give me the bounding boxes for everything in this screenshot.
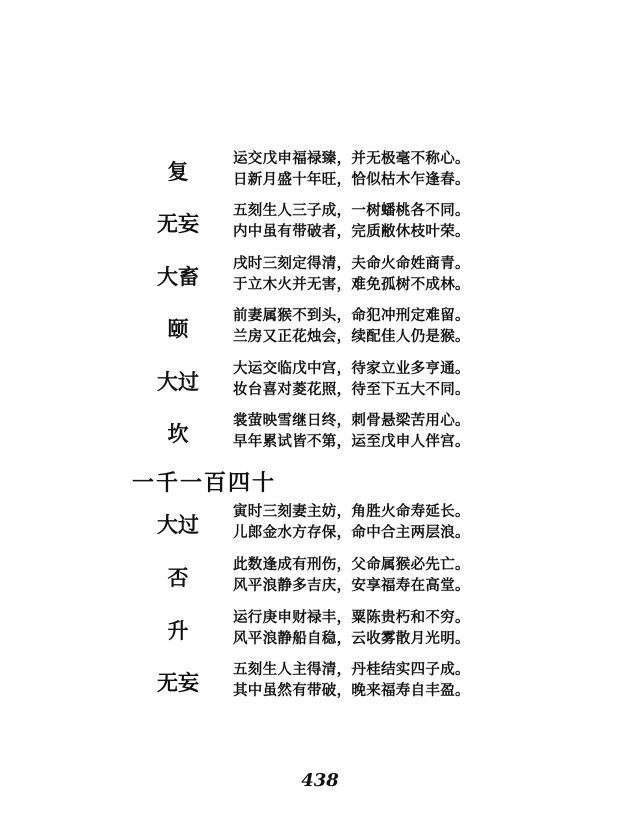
entry <box>0 145 640 199</box>
hexagram-name: 无妄 <box>157 212 199 236</box>
entry <box>0 551 640 605</box>
hexagram-name: 大过 <box>157 513 199 537</box>
entry <box>0 250 640 304</box>
hexagram-name: 坎 <box>167 422 189 446</box>
hexagram-name: 无妄 <box>157 671 199 695</box>
verse-line: 儿郎金水方存保，命中合主两层浪。 <box>233 525 470 541</box>
hexagram-name: 复 <box>167 160 189 184</box>
entry <box>0 604 640 658</box>
verse-line: 前妻属猴不到头，命犯冲刑定难留。 <box>233 308 470 324</box>
verse-line: 日新月盛十年旺，恰似枯木乍逢春。 <box>233 172 470 188</box>
entry <box>0 498 640 552</box>
verse-line: 大运交临戊中宫，待家立业多亨通。 <box>233 361 470 377</box>
verse-line: 裳萤映雪继日终，刺骨悬梁苦用心。 <box>233 413 470 429</box>
entry <box>0 355 640 409</box>
hexagram-name: 颐 <box>167 317 189 341</box>
entry <box>0 197 640 251</box>
verse-line: 运交戊申福禄臻，并无极毫不称心。 <box>233 151 470 167</box>
verse-line: 风平浪静多吉庆，安享福寿在高堂。 <box>233 578 470 594</box>
verse-line: 早年累试皆不第，运至戊申人伴宫。 <box>233 434 470 450</box>
verse-line: 妆台喜对菱花照，待至下五大不同。 <box>233 382 470 398</box>
verse-line: 于立木火并无害，难免孤树不成林。 <box>233 277 470 293</box>
entry <box>0 302 640 356</box>
verse-line: 内中虽有带破者，完质敝休枝叶荣。 <box>233 224 470 240</box>
section-heading: 一千一百四十 <box>132 471 277 496</box>
hexagram-name: 大畜 <box>157 265 199 289</box>
verse-line: 运行庚申财禄丰，粟陈贵朽和不穷。 <box>233 610 470 626</box>
verse-line: 其中虽然有带破，晚来福寿自丰盈。 <box>233 683 470 699</box>
verse-line: 寅时三刻妻主妨，角胜火命寿延长。 <box>233 504 470 520</box>
hexagram-name: 否 <box>167 566 189 590</box>
verse-line: 兰房又正花烛会，续配佳人仍是猴。 <box>233 329 470 345</box>
verse-line: 戌时三刻定得清，夫命火命姓商青。 <box>233 256 470 272</box>
hexagram-name: 大过 <box>157 370 199 394</box>
entry <box>0 656 640 710</box>
verse-line: 此数逢成有刑伤，父命属猴必先亡。 <box>233 557 470 573</box>
entry <box>0 407 640 461</box>
verse-line: 五刻生人主得清，丹桂结实四子成。 <box>233 662 470 678</box>
verse-line: 风平浪静船自稳，云收雾散月光明。 <box>233 631 470 647</box>
page-number: 438 <box>301 770 339 791</box>
verse-line: 五刻生人三子成，一树蟠桃各不同。 <box>233 203 470 219</box>
hexagram-name: 升 <box>167 619 189 643</box>
